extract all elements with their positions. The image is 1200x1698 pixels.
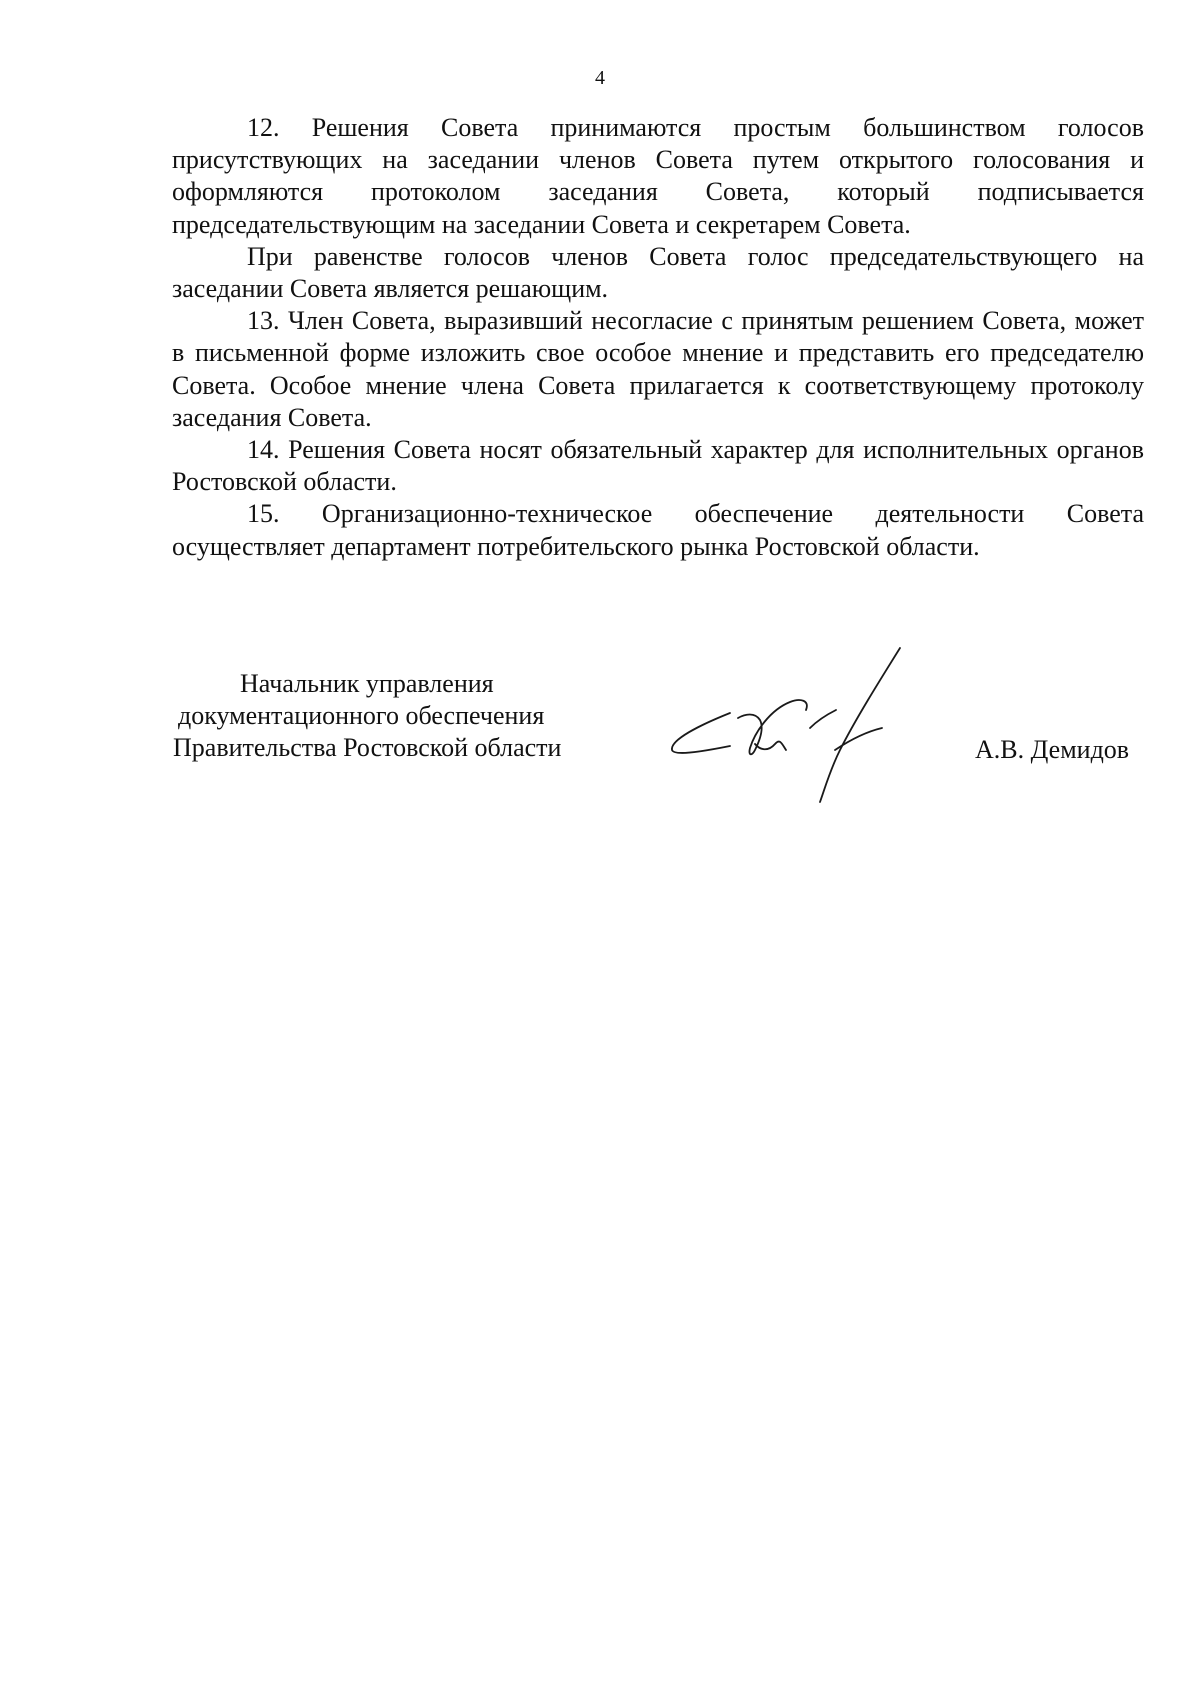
signatory-name: А.В. Демидов: [975, 735, 1130, 764]
paragraph-12-tie-vote: При равенстве голосов членов Совета голос председательствующего на заседании Совета является решающим.: [172, 241, 1144, 304]
signatory-title-line-1: Начальник управления: [240, 669, 494, 698]
paragraph-15: 15. Организационно-техническое обеспечение деятельности Совета осуществляет департамент потребительского рынка Ростовской области.: [172, 499, 1144, 561]
paragraph-13: 13. Член Совета, выразивший несогласие с принятым решением Совета, может в письменной форме изложить свое особое мнение и представить его председателю Совета. Особое мнение члена Совета прилагается к соответствующему протоколу заседания Совета.: [172, 306, 1144, 432]
signatory-position: [160, 668, 610, 764]
page-number: 4: [595, 67, 605, 89]
signatory-title-line-3: Правительства Ростовской области: [173, 733, 562, 762]
document-body: [172, 112, 1144, 563]
paragraph-12: 12. Решения Совета принимаются простым большинством голосов присутствующих на заседании членов Совета путем открытого голосования и оформляются протоколом заседания Совета, который подписывается председательствующим на заседании Совета и секретарем Совета.: [172, 113, 1144, 239]
paragraph-14: 14. Решения Совета носят обязательный характер для исполнительных органов Ростовской области.: [172, 435, 1144, 497]
signatory-title-line-2: документационного обеспечения: [178, 701, 545, 730]
handwritten-signature: [660, 640, 960, 810]
